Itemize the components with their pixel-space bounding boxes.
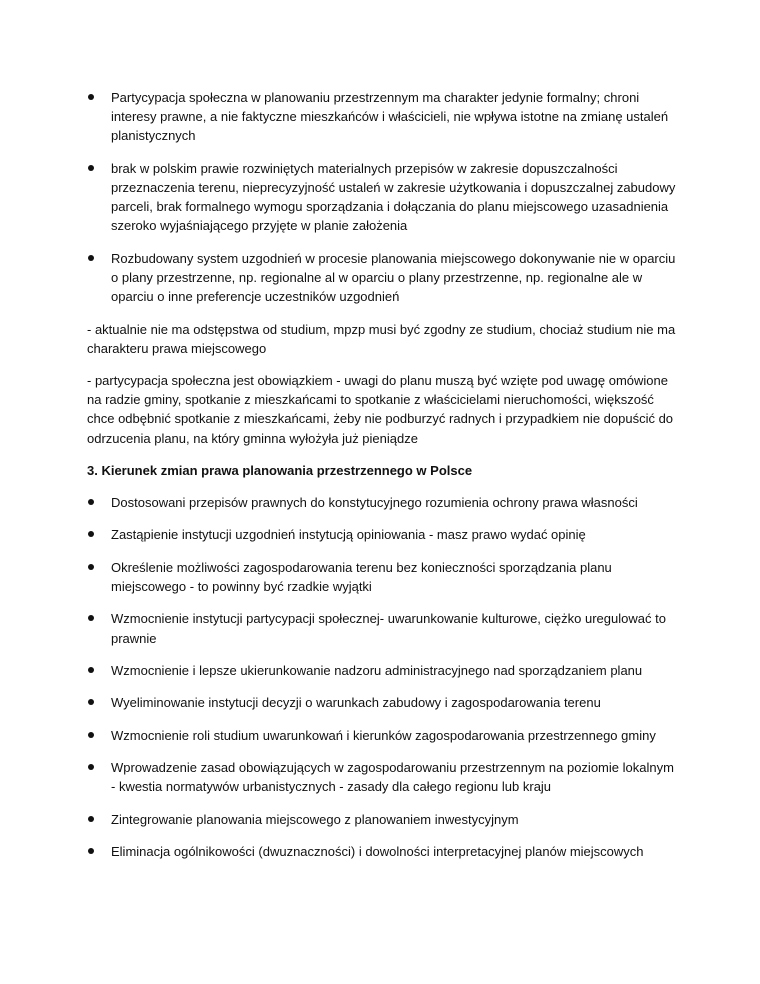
list-item-text: Wprowadzenie zasad obowiązujących w zagospodarowaniu przestrzennym na poziomie lokalnym - kwestia normatywów urbanistycznych - zasady dla całego regionu lub kraju [111, 760, 674, 795]
list-item-text: Zastąpienie instytucji uzgodnień instytucją opiniowania - masz prawo wydać opinię [111, 527, 586, 543]
list-item [87, 558, 677, 596]
paragraph-studium: - aktualnie nie ma odstępstwa od studium, mpzp musi być zgodny ze studium, chociaż studium nie ma charakteru prawa miejscowego [87, 321, 676, 356]
list-item [87, 493, 677, 512]
list-item-text: Rozbudowany system uzgodnień w procesie planowania miejscowego dokonywanie nie w oparciu o plany przestrzenne, np. regionalne al w oparciu o plany przestrzenne, np. regionalne ale w oparciu o inne preferencje uczestników uzgodnień [111, 250, 676, 305]
list-item-text: Zintegrowanie planowania miejscowego z planowaniem inwestycyjnym [111, 811, 519, 827]
list-item [87, 525, 677, 544]
bullet-icon [88, 764, 94, 770]
list-item-text: Partycypacja społeczna w planowaniu przestrzennym ma charakter jedynie formalny; chroni interesy prawne, a nie faktyczne mieszkańców i właścicieli, nie wpływa istotne na zmianę ustaleń planistycznych [111, 90, 669, 144]
list-item-text: Wzmocnienie roli studium uwarunkowań i kierunków zagospodarowania przestrzennego gminy [111, 727, 656, 743]
list-item-text: Wzmocnienie i lepsze ukierunkowanie nadzoru administracyjnego nad sporządzaniem planu [111, 662, 643, 678]
bullet-icon [88, 848, 94, 854]
bullet-icon [88, 667, 94, 673]
list-item [87, 693, 677, 712]
bullet-icon [88, 699, 94, 705]
list-item-text: Eliminacja ogólnikowości (dwuznaczności) i dowolności interpretacyjnej planów miejscowych [111, 844, 644, 860]
list-item [87, 609, 677, 647]
list-item-text: Określenie możliwości zagospodarowania terenu bez konieczności sporządzania planu miejscowego - to powinny być rzadkie wyjątki [111, 559, 612, 594]
list-item-text: brak w polskim prawie rozwiniętych materialnych przepisów w zakresie dopuszczalności przeznaczenia terenu, nieprecyzyjność ustaleń w zakresie użytkowania i dopuszczalnej zabudowy parceli, brak formalnego wymogu sporządzania i dołączania do planu miejscowego uzasadnienia szeroko wyjaśniającego przyjęte w planie założenia [111, 160, 676, 234]
list-item [87, 88, 677, 146]
list-item-text: Wzmocnienie instytucji partycypacji społecznej- uwarunkowanie kulturowe, ciężko uregulować to prawnie [111, 611, 666, 646]
list-item [87, 842, 677, 861]
list-item [87, 810, 677, 829]
bullet-icon [88, 165, 94, 171]
bullet-icon [88, 499, 94, 505]
bullet-icon [88, 255, 94, 261]
bullet-icon [88, 94, 94, 100]
list-item [87, 159, 677, 236]
list-item [87, 661, 677, 680]
bullet-icon [88, 732, 94, 738]
bullet-icon [88, 615, 94, 621]
bullet-list-problems [87, 88, 677, 306]
section-heading: 3. Kierunek zmian prawa planowania przestrzennego w Polsce [87, 462, 473, 478]
bullet-icon [88, 816, 94, 822]
list-item [87, 726, 677, 745]
list-item-text: Wyeliminowanie instytucji decyzji o warunkach zabudowy i zagospodarowania terenu [111, 695, 601, 711]
list-item-text: Dostosowani przepisów prawnych do konstytucyjnego rozumienia ochrony prawa własności [111, 495, 638, 511]
bullet-icon [88, 531, 94, 537]
document-body [87, 88, 677, 875]
bullet-icon [88, 564, 94, 570]
bullet-list-directions [87, 493, 677, 861]
list-item [87, 758, 677, 796]
paragraph-partycypacja: - partycypacja społeczna jest obowiązkiem - uwagi do planu muszą być wzięte pod uwagę omówione na radzie gminy, spotkanie z mieszkańcami to spotkanie z właścicielami nieruchomości, większość chce odbębnić spotkanie z mieszkańcami, żeby nie podburzyć radnych i przypadkiem nie dopuścić do odrzucenia planu, na który gminna wyłożyła już pieniądze [87, 373, 674, 446]
list-item [87, 249, 677, 307]
